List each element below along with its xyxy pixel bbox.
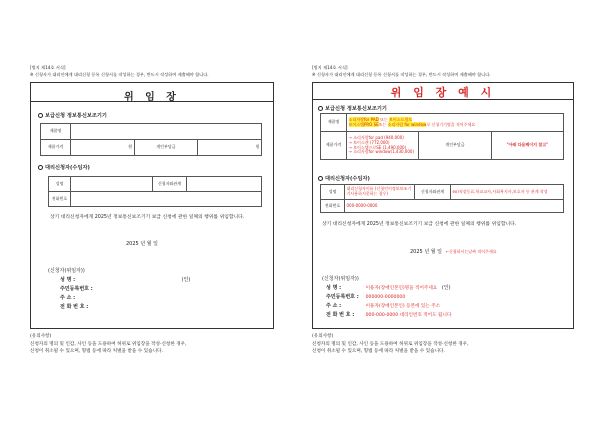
caution-title: (유의사항) [30, 334, 52, 339]
section-proxy-label: 대리신청자(수임자) [325, 176, 370, 182]
sig-id-label: 주민등록번호 : [326, 294, 359, 300]
label-product: 제품명 [41, 124, 71, 140]
section-device [38, 112, 107, 119]
label-price: 제품가격 [41, 140, 71, 156]
sig-addr-label: 주 소 : [60, 295, 76, 301]
sig-tel-row [326, 312, 451, 319]
field-phone[interactable] [71, 192, 262, 207]
field-name[interactable]: 대리신청자이름 (신청인이정보보조기기사용하지못하는 경우) [345, 185, 415, 200]
sig-name-label: 성 명 : [60, 277, 76, 283]
section-proxy-label: 대리신청자(수임자) [45, 165, 90, 171]
seal-mark: (인) [181, 277, 191, 283]
label-price: 제품가격 [321, 132, 347, 160]
sig-name-value: 이용자(장애인본인)명을 적어주세요 [365, 286, 438, 291]
section-proxy [318, 175, 370, 182]
date-line [410, 248, 497, 256]
date-note: ←신청하시는날짜 적어주세요 [445, 249, 497, 254]
field-self-pay[interactable]: 원 [198, 140, 262, 156]
label-relation: 신청자와관계 [153, 177, 187, 192]
sig-name-label: 성 명 : [326, 285, 342, 291]
right-example-page [300, 0, 600, 424]
field-price[interactable]: 원 [71, 140, 135, 156]
sig-tel-label: 전 화 번 호 : [326, 312, 355, 318]
product-option-3: 보이스탭PRO SE [348, 121, 379, 127]
field-product[interactable] [347, 114, 564, 132]
product-option-1: 소리자람for PAD [348, 116, 379, 122]
section-device-label: 보급신청 정보통신보조기기 [325, 106, 387, 112]
form-label: [별지 제14호 서식] [30, 65, 66, 70]
caution-line-1: 신청자의 명의 및 인감, 사인 등을 도용하여 허위로 위임장을 작성·신청한 경우, [312, 342, 469, 347]
section-device [318, 105, 387, 112]
label-name: 성명 [49, 177, 71, 192]
sig-id-row [326, 294, 405, 301]
field-name[interactable] [71, 177, 153, 192]
sig-id-value: 000000-0000000 [365, 295, 406, 300]
sig-tel-label: 전 화 번 호 : [60, 304, 89, 310]
sig-id-label: 주민등록번호 : [60, 286, 93, 292]
product-option-4: 소리자람 for window [387, 121, 427, 127]
form-label: [별지 제14호 서식] [312, 65, 348, 70]
date-line: 2025 년 월 일 [126, 241, 158, 247]
label-self-pay: 개인부담금 [134, 140, 198, 156]
page-title: 위 임 장 예 시 [390, 86, 496, 99]
title-divider [30, 101, 274, 102]
sig-id-row [60, 286, 98, 293]
sig-tel-row [60, 304, 98, 311]
body-text: 상기 대리신청자에게 2025년 정보통신보조기기 보급 신청에 관한 일체의 행위를 위임합니다. [322, 222, 517, 227]
proxy-table [320, 184, 564, 213]
label-relation: 신청자와관계 [415, 185, 451, 200]
seal-mark: (인) [441, 285, 451, 291]
caution-line-2: 신청이 취소될 수 있으며, 형법 등에 따라 처벌을 받을 수 있습니다. [30, 349, 163, 354]
title-divider [312, 99, 574, 100]
label-self-pay: 개인부담금 [419, 132, 491, 160]
sig-addr-row [60, 295, 98, 302]
section-proxy [38, 164, 90, 171]
label-phone: 전화번호 [321, 200, 345, 213]
delegator-title: (신청자(위임자)) [48, 268, 85, 274]
caution-title: (유의사항) [312, 334, 334, 339]
proxy-table [48, 176, 262, 207]
field-price[interactable] [347, 132, 419, 160]
field-relation[interactable]: ex)직장동료,학교교사,사회복지사,보호자 등 관계 작성 [451, 185, 564, 200]
circle-icon [318, 106, 323, 111]
date-text: 2025 년 월 일 [410, 249, 442, 255]
product-instruction: 로 신청기기명을 적어주세요 [426, 121, 476, 127]
field-phone[interactable]: 000-0000-0000 [345, 200, 564, 213]
field-self-pay[interactable]: "아래 다음페이지 참고" [491, 132, 563, 160]
price-option-1: → 소리자람for pad (940,000) [348, 135, 404, 141]
sig-addr-row [326, 303, 440, 310]
page-title: 위 임 장 [124, 92, 180, 103]
label-phone: 전화번호 [49, 192, 71, 207]
caution-line-1: 신청자의 명의 및 인감, 사인 등을 도용하여 허위로 위임장을 작성·신청한 경우, [30, 342, 187, 347]
circle-icon [38, 165, 43, 170]
device-table [40, 123, 262, 156]
sig-name-row [326, 285, 451, 292]
caution-line-2: 신청이 취소될 수 있으며, 형법 등에 따라 처벌을 받을 수 있습니다. [312, 349, 445, 354]
circle-icon [38, 113, 43, 118]
price-option-3: → 보이스탭프로SE (1,490,000) [348, 144, 407, 150]
device-table [320, 113, 564, 160]
notice-text: ※ 신청자가 대리인에게 대리신청 등록 신청서를 작성하는 경우, 반드시 작성하여 제출해야 합니다. [30, 72, 209, 77]
field-product[interactable] [71, 124, 262, 140]
product-or-2: 또는 [378, 121, 388, 127]
product-option-2: 보이스드림도 [388, 116, 413, 122]
price-option-4: → 소리자람for window(1,430,000) [348, 149, 415, 155]
product-or-1: 또는 [378, 116, 389, 122]
label-name: 성명 [321, 185, 345, 200]
circle-icon [318, 176, 323, 181]
sig-name-row [60, 277, 190, 284]
sig-tel-value: 000-000-0000 대리인번호 적어도 됩니다 [365, 313, 452, 318]
price-option-2: → 보이스캔 (772,000) [348, 139, 390, 145]
sig-addr-value: 이용자(장애인본인) 등본에 있는 주소 [365, 304, 441, 309]
notice-text: ※ 신청자가 대리인에게 대리신청 등록 신청서를 작성하는 경우, 반드시 작성하여 제출해야 합니다. [312, 72, 491, 77]
sig-addr-label: 주 소 : [326, 303, 342, 309]
body-text: 상기 대리신청자에게 2025년 정보통신보조기기 보급 신청에 관한 일체의 행위를 위임합니다. [50, 215, 245, 220]
delegator-title: (신청자(위임자)) [322, 276, 359, 282]
label-product: 제품명 [321, 114, 347, 132]
section-device-label: 보급신청 정보통신보조기기 [45, 113, 107, 119]
field-relation[interactable] [187, 177, 262, 192]
